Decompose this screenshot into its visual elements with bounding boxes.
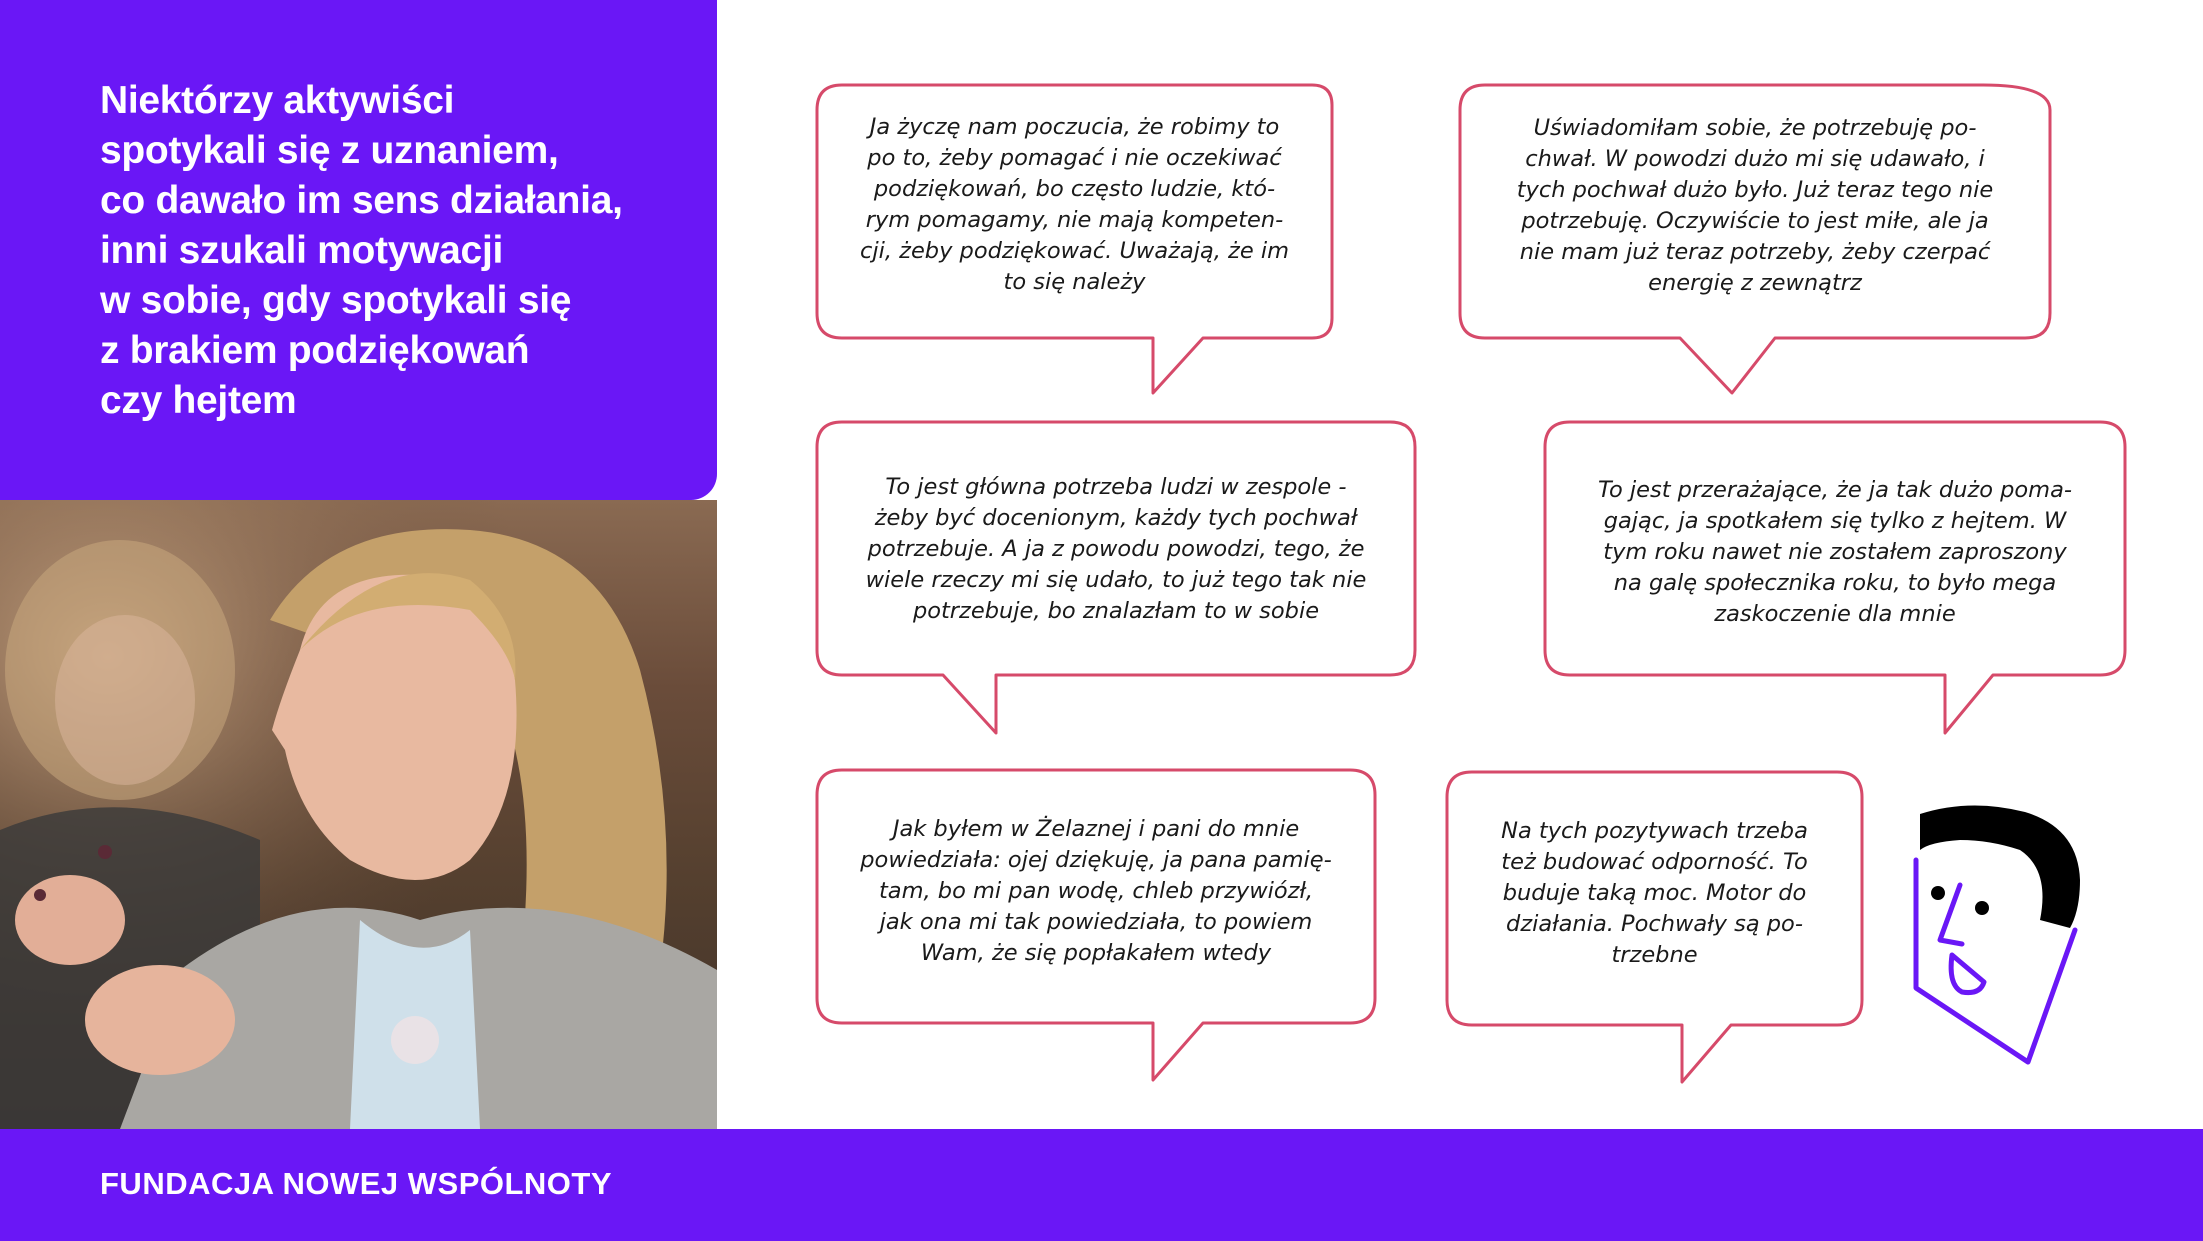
footer-bar [0, 1129, 2203, 1241]
quote-5: Jak byłem w Żelaznej i pani do mnie powiedziała: ojej dziękuję, ja pana pamię- tam, bo mi pan wodę, chleb przywiózł, jak ona mi tak powiedziała, to powiem Wam, że się popłakałem wtedy [860, 816, 1332, 966]
quote-1: Ja życzę nam poczucia, że robimy to po to, żeby pomagać i nie oczekiwać podziękowań, bo często ludzie, któ- rym pomagamy, nie mają kompeten- cji, żeby podziękować. Uważają, że im to się należy [859, 114, 1290, 295]
foundation-logo: FUNDACJA NOWEJ WSPÓLNOTY [100, 1166, 613, 1201]
face-doodle-icon [1900, 800, 2100, 1070]
quote-3: To jest główna potrzeba ludzi w zespole - żeby być docenionym, każdy tych pochwał potrzebuje. A ja z powodu powodzi, tego, że wiele rzeczy mi się udało, to już tego tak nie potrzebuje, bo znalazłam to w sobie [865, 474, 1367, 624]
quote-4: To jest przerażające, że ja tak dużo poma- gając, ja spotkałem się tylko z hejtem. W tym roku nawet nie zostałem zaproszony na galę społecznika roku, to było mega zaskoczenie dla mnie [1598, 477, 2072, 627]
quote-6: Na tych pozytywach trzeba też budować odporność. To buduje taką moc. Motor do działania. Pochwały są po- trzebne [1501, 818, 1808, 968]
headline: Niektórzy aktywiści spotykali się z uznaniem, co dawało im sens działania, inni szukali motywacji w sobie, gdy spotykali się z brakiem podziękowań czy hejtem [100, 79, 623, 422]
quote-2: Uświadomiłam sobie, że potrzebuję po- chwał. W powodzi dużo mi się udawało, i tych pochwał dużo było. Już teraz tego nie potrzebuję. Oczywiście to jest miłe, ale ja nie mam już teraz potrzeby, żeby czerpać energię z zewnątrz [1516, 115, 1994, 296]
